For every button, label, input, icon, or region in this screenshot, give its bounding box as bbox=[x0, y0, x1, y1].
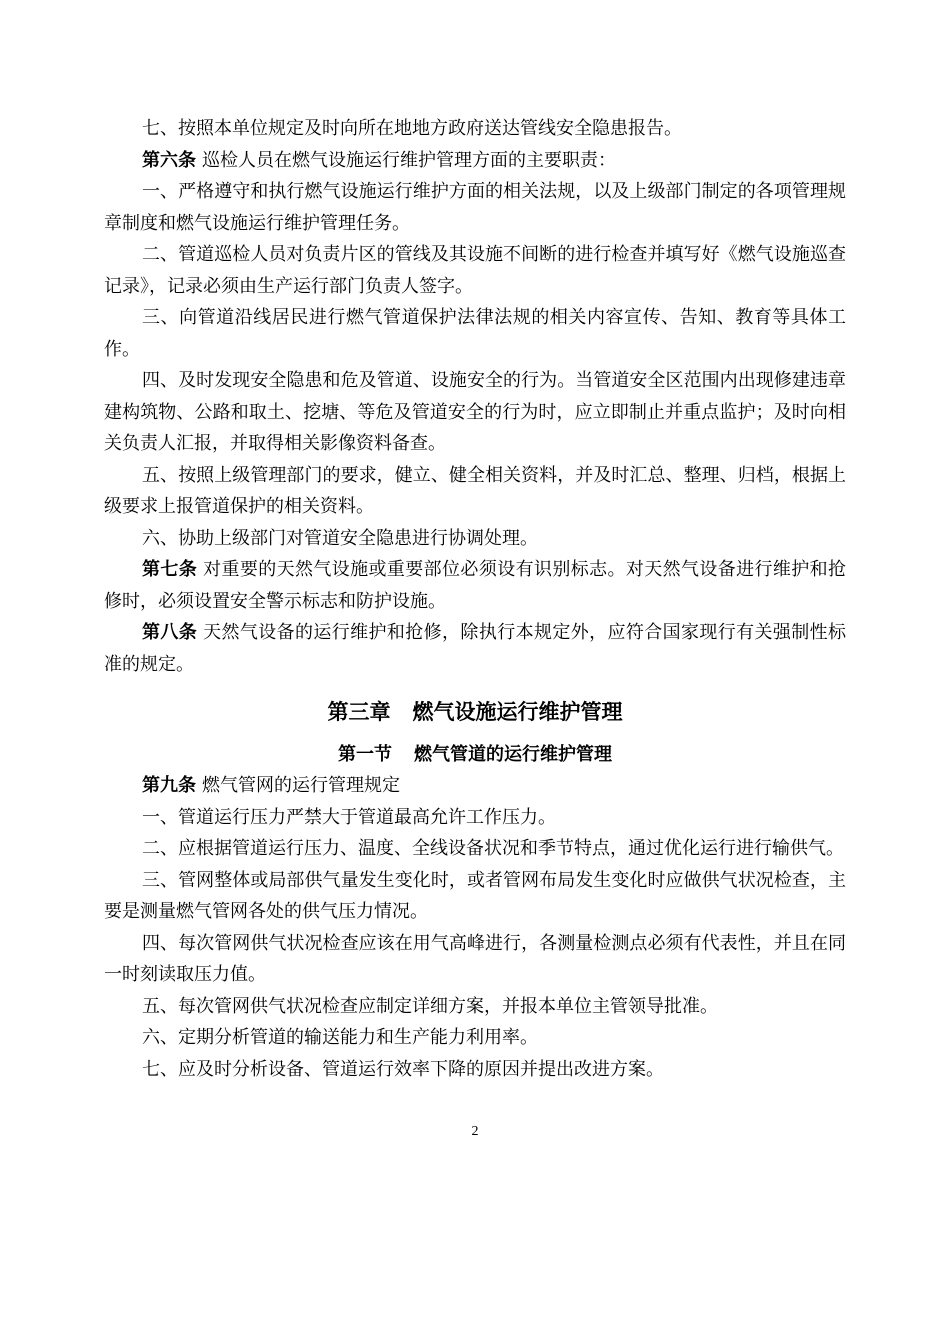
paragraph: 五、按照上级管理部门的要求，健立、健全相关资料，并及时汇总、整理、归档，根据上级要求上报管道保护的相关资料。 bbox=[104, 464, 846, 517]
section-heading bbox=[104, 728, 846, 770]
article-text: 燃气管网的运行管理规定 bbox=[202, 775, 400, 796]
paragraph: 四、及时发现安全隐患和危及管道、设施安全的行为。当管道安全区范围内出现修建违章建构筑物、公路和取土、挖塘、等危及管道安全的行为时，应立即制止并重点监护；及时向相关负责人汇报，并取得相关影像资料备查。 bbox=[104, 370, 846, 454]
chapter-title: 燃气设施运行维护管理 bbox=[412, 700, 623, 724]
paragraph: 四、每次管网供气状况检查应该在用气高峰进行，各测量检测点必须有代表性，并且在同一时刻读取压力值。 bbox=[104, 932, 846, 985]
chapter-label: 第三章 bbox=[327, 700, 391, 724]
section-title: 燃气管道的运行维护管理 bbox=[414, 744, 612, 765]
article-label: 第六条 bbox=[142, 149, 196, 171]
paragraph: 七、应及时分析设备、管道运行效率下降的原因并提出改进方案。 bbox=[142, 1058, 664, 1080]
article-paragraph bbox=[104, 617, 846, 680]
document-body bbox=[104, 113, 846, 1085]
paragraph: 三、向管道沿线居民进行燃气管道保护法律法规的相关内容宣传、告知、教育等具体工作。 bbox=[104, 307, 846, 360]
article-paragraph bbox=[104, 145, 846, 177]
article-text: 对重要的天然气设施或重要部位必须设有识别标志。对天然气设备进行维护和抢修时，必须设置安全警示标志和防护设施。 bbox=[104, 559, 847, 612]
article-label: 第九条 bbox=[142, 775, 196, 796]
article-text: 天然气设备的运行维护和抢修，除执行本规定外，应符合国家现行有关强制性标准的规定。 bbox=[104, 622, 847, 675]
paragraph: 一、严格遵守和执行燃气设施运行维护方面的相关法规，以及上级部门制定的各项管理规章制度和燃气设施运行维护管理任务。 bbox=[104, 181, 846, 234]
article-label: 第七条 bbox=[142, 559, 198, 580]
paragraph: 二、应根据管道运行压力、温度、全线设备状况和季节特点，通过优化运行进行输供气。 bbox=[142, 838, 844, 859]
paragraph: 七、按照本单位规定及时向所在地地方政府送达管线安全隐患报告。 bbox=[142, 118, 682, 139]
paragraph: 一、管道运行压力严禁大于管道最高允许工作压力。 bbox=[142, 806, 556, 828]
paragraph: 二、管道巡检人员对负责片区的管线及其设施不间断的进行检查并填写好《燃气设施巡查记录》，记录必须由生产运行部门负责人签字。 bbox=[104, 244, 846, 297]
section-label: 第一节 bbox=[338, 744, 392, 765]
article-text: 巡检人员在燃气设施运行维护管理方面的主要职责： bbox=[202, 149, 616, 171]
paragraph: 六、定期分析管道的输送能力和生产能力利用率。 bbox=[142, 1027, 538, 1048]
paragraph: 五、每次管网供气状况检查应制定详细方案，并报本单位主管领导批准。 bbox=[142, 995, 718, 1017]
chapter-heading bbox=[104, 680, 846, 728]
article-label: 第八条 bbox=[142, 622, 198, 643]
page-number: 2 bbox=[471, 1124, 479, 1139]
paragraph: 三、管网整体或局部供气量发生变化时，或者管网布局发生变化时应做供气状况检查，主要是测量燃气管网各处的供气压力情况。 bbox=[104, 869, 846, 922]
paragraph: 六、协助上级部门对管道安全隐患进行协调处理。 bbox=[142, 527, 538, 549]
article-paragraph bbox=[104, 554, 846, 617]
article-paragraph bbox=[104, 770, 846, 802]
